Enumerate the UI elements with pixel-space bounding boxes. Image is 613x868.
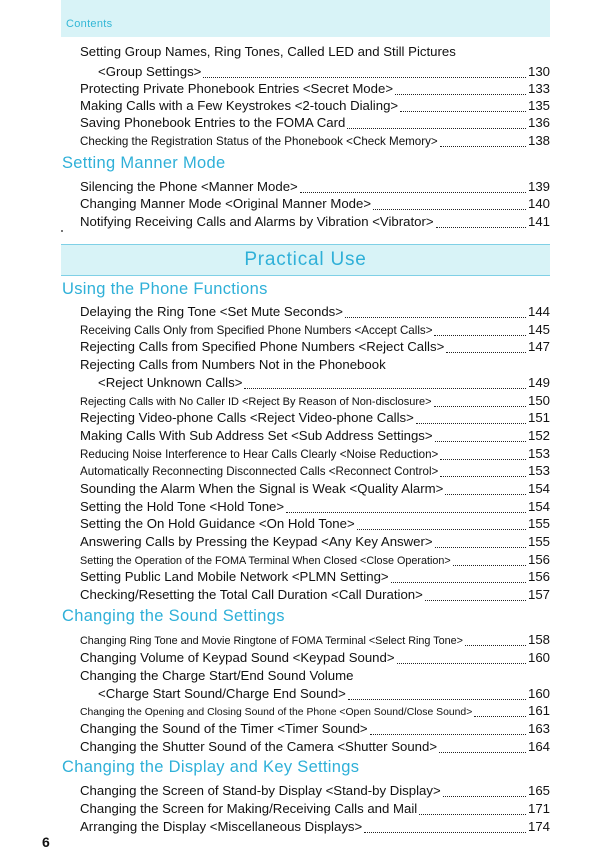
leader-dots xyxy=(373,209,526,210)
toc-entry[interactable] xyxy=(80,721,550,739)
leader-dots xyxy=(419,814,526,815)
toc-entry-text: Sounding the Alarm When the Signal is Weak <Quality Alarm> xyxy=(80,481,444,496)
toc-page-number: 156 xyxy=(527,552,550,567)
toc-entry[interactable] xyxy=(80,133,550,151)
toc-entry[interactable] xyxy=(80,801,550,819)
page-number: 6 xyxy=(42,834,50,850)
toc-entry-text: Rejecting Calls from Specified Phone Numbers <Reject Calls> xyxy=(80,339,445,354)
toc-entry-text: Changing Manner Mode <Original Manner Mode> xyxy=(80,196,372,211)
leader-dots xyxy=(440,476,526,477)
toc-entry[interactable] xyxy=(80,499,550,517)
section-heading-functions[interactable]: Using the Phone Functions xyxy=(62,280,268,298)
toc-entry-text: Setting Public Land Mobile Network <PLMN Setting> xyxy=(80,569,389,584)
toc-entry[interactable] xyxy=(80,703,550,721)
toc-page-number: 141 xyxy=(527,214,550,229)
toc-page-number: 155 xyxy=(527,516,550,531)
toc-page-number: 144 xyxy=(527,304,550,319)
section-heading-manner[interactable]: Setting Manner Mode xyxy=(62,154,226,172)
toc-entry[interactable] xyxy=(80,463,550,481)
toc-entry-text: <Charge Start Sound/Charge End Sound> xyxy=(98,686,346,701)
toc-entry[interactable] xyxy=(80,446,550,464)
toc-page-number: 153 xyxy=(527,446,550,461)
toc-entry[interactable] xyxy=(98,64,550,82)
toc-page-number: 149 xyxy=(527,375,550,390)
toc-entry-text: Setting the Hold Tone <Hold Tone> xyxy=(80,499,285,514)
toc-page-number: 152 xyxy=(527,428,550,443)
toc-entry-text: Changing the Opening and Closing Sound of the Phone <Open Sound/Close Sound> xyxy=(80,707,473,718)
leader-dots xyxy=(446,352,526,353)
toc-page-number: 140 xyxy=(527,196,550,211)
leader-dots xyxy=(348,699,526,700)
leader-dots xyxy=(286,512,526,513)
toc-entry[interactable] xyxy=(80,339,550,357)
toc-entry[interactable] xyxy=(80,534,550,552)
toc-page-number: 161 xyxy=(527,703,550,718)
toc-page-number: 130 xyxy=(527,64,550,79)
toc-entry[interactable] xyxy=(80,739,550,757)
leader-dots xyxy=(440,146,526,147)
leader-dots xyxy=(370,734,526,735)
toc-entry-text: Changing Volume of Keypad Sound <Keypad Sound> xyxy=(80,650,395,665)
toc-entry[interactable] xyxy=(80,196,550,214)
chapter-banner xyxy=(61,244,550,276)
toc-entry[interactable] xyxy=(80,410,550,428)
leader-dots xyxy=(397,663,526,664)
contents-label: Contents xyxy=(66,18,113,30)
toc-entry-text: <Group Settings> xyxy=(98,64,202,79)
leader-dots xyxy=(416,423,526,424)
toc-entry[interactable] xyxy=(80,587,550,605)
margin-mark xyxy=(61,230,63,232)
toc-page-number: 163 xyxy=(527,721,550,736)
toc-entry-text: Notifying Receiving Calls and Alarms by Vibration <Vibrator> xyxy=(80,214,434,229)
section-heading-display[interactable]: Changing the Display and Key Settings xyxy=(62,758,360,776)
toc-page-number: 157 xyxy=(527,587,550,602)
leader-dots xyxy=(347,128,526,129)
toc-entry-text: Delaying the Ring Tone <Set Mute Seconds> xyxy=(80,304,343,319)
toc-entry-text: Changing the Sound of the Timer <Timer Sound> xyxy=(80,721,368,736)
toc-entry[interactable] xyxy=(80,650,550,668)
toc-entry[interactable] xyxy=(98,375,550,393)
toc-entry-text: <Reject Unknown Calls> xyxy=(98,375,243,390)
leader-dots xyxy=(443,796,526,797)
toc-page-number: 160 xyxy=(527,686,550,701)
leader-dots xyxy=(391,582,526,583)
toc-page-number: 153 xyxy=(527,463,550,478)
toc-page-number: 160 xyxy=(527,650,550,665)
toc-page-number: 150 xyxy=(527,393,550,408)
toc-entry[interactable] xyxy=(80,428,550,446)
toc-entry[interactable] xyxy=(80,819,550,837)
toc-page-number: 156 xyxy=(527,569,550,584)
leader-dots xyxy=(436,227,526,228)
toc-page-number: 165 xyxy=(527,783,550,798)
leader-dots xyxy=(440,459,526,460)
toc-page-number: 164 xyxy=(527,739,550,754)
toc-page-number: 154 xyxy=(527,499,550,514)
toc-entry-text: Changing the Shutter Sound of the Camera <Shutter Sound> xyxy=(80,739,438,754)
toc-entry[interactable] xyxy=(80,214,550,232)
leader-dots xyxy=(400,111,526,112)
toc-entry-text: Receiving Calls Only from Specified Phone Numbers <Accept Calls> xyxy=(80,324,433,337)
leader-dots xyxy=(453,565,526,566)
section-heading-sound[interactable]: Changing the Sound Settings xyxy=(62,607,285,625)
toc-page-number: 154 xyxy=(527,481,550,496)
toc-entry-text: Setting Group Names, Ring Tones, Called LED and Still Pictures xyxy=(80,44,456,59)
toc-page-number: 151 xyxy=(527,410,550,425)
leader-dots xyxy=(300,192,526,193)
leader-dots xyxy=(439,752,526,753)
leader-dots xyxy=(435,441,526,442)
leader-dots xyxy=(345,317,526,318)
toc-entry-text: Silencing the Phone <Manner Mode> xyxy=(80,179,298,194)
toc-entry[interactable] xyxy=(80,393,550,411)
toc-entry[interactable] xyxy=(80,115,550,133)
toc-entry[interactable] xyxy=(80,81,550,99)
toc-entry[interactable] xyxy=(80,516,550,534)
leader-dots xyxy=(244,388,526,389)
toc-entry-text: Making Calls with a Few Keystrokes <2-touch Dialing> xyxy=(80,98,399,113)
toc-page-number: 174 xyxy=(527,819,550,834)
toc-entry[interactable] xyxy=(98,686,550,704)
toc-entry[interactable] xyxy=(80,304,550,322)
leader-dots xyxy=(203,77,526,78)
toc-page-number: 147 xyxy=(527,339,550,354)
toc-page-number: 138 xyxy=(527,133,550,148)
toc-entry-text: Reducing Noise Interference to Hear Calls Clearly <Noise Reduction> xyxy=(80,448,439,461)
toc-entry-text: Arranging the Display <Miscellaneous Displays> xyxy=(80,819,363,834)
toc-entry-text: Answering Calls by Pressing the Keypad <Any Key Answer> xyxy=(80,534,433,549)
chapter-title: Practical Use xyxy=(244,249,367,270)
leader-dots xyxy=(435,547,526,548)
toc-entry-text: Changing the Screen for Making/Receiving Calls and Mail xyxy=(80,801,418,816)
leader-dots xyxy=(425,600,526,601)
toc-entry-text: Changing the Charge Start/End Sound Volume xyxy=(80,668,354,683)
toc-entry[interactable] xyxy=(80,569,550,587)
toc-entry-text: Checking the Registration Status of the Phonebook <Check Memory> xyxy=(80,135,438,148)
toc-page-number: 155 xyxy=(527,534,550,549)
toc-entry-text: Automatically Reconnecting Disconnected Calls <Reconnect Control> xyxy=(80,465,439,478)
toc-page-number: 145 xyxy=(527,322,550,337)
toc-entry[interactable] xyxy=(80,322,550,340)
toc-entry[interactable] xyxy=(80,481,550,499)
leader-dots xyxy=(445,494,526,495)
toc-page-number: 136 xyxy=(527,115,550,130)
toc-page-number: 135 xyxy=(527,98,550,113)
toc-page-number: 171 xyxy=(527,801,550,816)
toc-entry[interactable] xyxy=(80,783,550,801)
leader-dots xyxy=(395,94,526,95)
leader-dots xyxy=(434,335,526,336)
toc-entry-text: Setting the On Hold Guidance <On Hold Tone> xyxy=(80,516,355,531)
leader-dots xyxy=(364,832,526,833)
leader-dots xyxy=(434,406,526,407)
toc-entry-text: Protecting Private Phonebook Entries <Secret Mode> xyxy=(80,81,394,96)
toc-entry-text: Changing the Screen of Stand-by Display <Stand-by Display> xyxy=(80,783,441,798)
leader-dots xyxy=(357,529,526,530)
toc-page-number: 133 xyxy=(527,81,550,96)
toc-entry-text: Setting the Operation of the FOMA Terminal When Closed <Close Operation> xyxy=(80,555,451,567)
toc-entry-text: Changing Ring Tone and Movie Ringtone of FOMA Terminal <Select Ring Tone> xyxy=(80,635,463,647)
toc-entry-text: Rejecting Video-phone Calls <Reject Video-phone Calls> xyxy=(80,410,414,425)
toc-entry-text: Making Calls With Sub Address Set <Sub Address Settings> xyxy=(80,428,433,443)
toc-entry[interactable] xyxy=(80,632,550,650)
toc-page-number: 158 xyxy=(527,632,550,647)
toc-entry-text: Rejecting Calls with No Caller ID <Reject By Reason of Non-disclosure> xyxy=(80,396,432,408)
toc-page-number: 139 xyxy=(527,179,550,194)
leader-dots xyxy=(474,716,526,717)
toc-entry-text: Saving Phonebook Entries to the FOMA Card xyxy=(80,115,346,130)
toc-entry[interactable] xyxy=(80,552,550,570)
toc-entry[interactable] xyxy=(80,179,550,197)
toc-entry-text: Checking/Resetting the Total Call Duration <Call Duration> xyxy=(80,587,423,602)
leader-dots xyxy=(465,645,526,646)
toc-entry-text: Rejecting Calls from Numbers Not in the Phonebook xyxy=(80,357,386,372)
toc-entry[interactable] xyxy=(80,98,550,116)
